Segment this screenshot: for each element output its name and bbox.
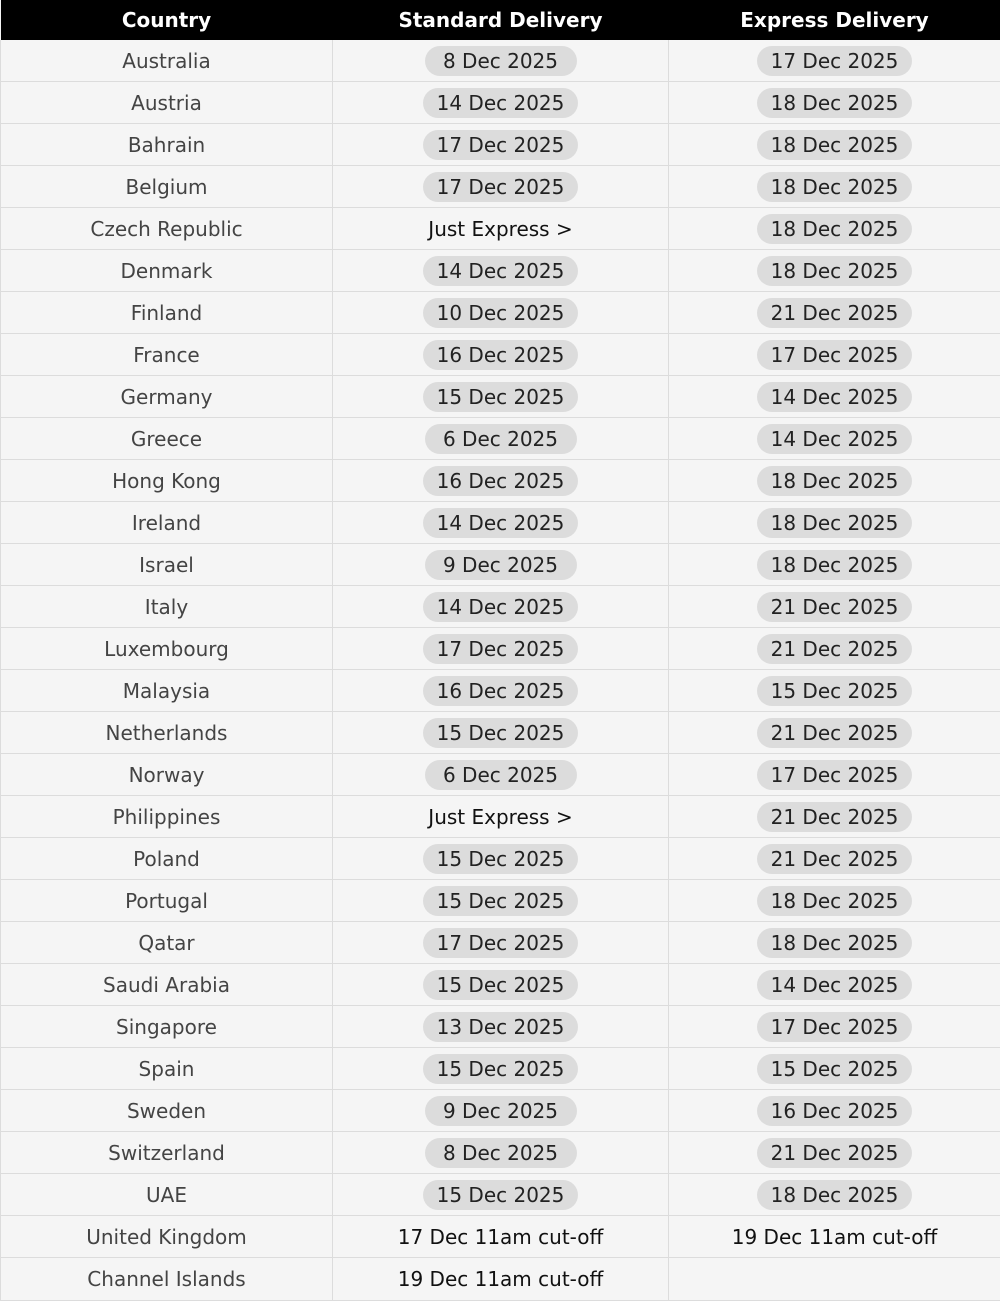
table-row bbox=[1, 1048, 1000, 1090]
express-delivery-cell bbox=[669, 1216, 1000, 1258]
express-delivery-cell bbox=[669, 82, 1000, 124]
express-delivery-cell bbox=[669, 754, 1000, 796]
country-name: Qatar bbox=[138, 931, 194, 955]
date-badge: 15 Dec 2025 bbox=[423, 382, 579, 412]
express-delivery-cell bbox=[669, 838, 1000, 880]
date-badge: 18 Dec 2025 bbox=[757, 172, 913, 202]
table-row bbox=[1, 544, 1000, 586]
standard-delivery-cell bbox=[333, 1174, 669, 1216]
country-name: Greece bbox=[131, 427, 202, 451]
date-badge: 14 Dec 2025 bbox=[757, 424, 913, 454]
country-cell bbox=[1, 1048, 333, 1090]
express-delivery-cell bbox=[669, 1090, 1000, 1132]
date-badge: 13 Dec 2025 bbox=[423, 1012, 579, 1042]
express-delivery-cell bbox=[669, 1132, 1000, 1174]
express-delivery-cell bbox=[669, 964, 1000, 1006]
table-header-row bbox=[1, 0, 1000, 40]
date-badge: 18 Dec 2025 bbox=[757, 466, 913, 496]
table-row bbox=[1, 82, 1000, 124]
country-cell bbox=[1, 1132, 333, 1174]
table-row bbox=[1, 334, 1000, 376]
country-name: Philippines bbox=[113, 805, 221, 829]
header-country: Country bbox=[1, 0, 333, 40]
country-name: Hong Kong bbox=[112, 469, 221, 493]
standard-delivery-cell bbox=[333, 502, 669, 544]
date-badge: 16 Dec 2025 bbox=[423, 340, 579, 370]
country-name: Israel bbox=[139, 553, 194, 577]
date-badge: 16 Dec 2025 bbox=[423, 466, 579, 496]
table-row bbox=[1, 40, 1000, 82]
country-name: Belgium bbox=[126, 175, 208, 199]
date-badge: 15 Dec 2025 bbox=[423, 970, 579, 1000]
country-cell bbox=[1, 40, 333, 82]
standard-delivery-cell bbox=[333, 880, 669, 922]
country-name: Netherlands bbox=[106, 721, 228, 745]
standard-delivery-cell bbox=[333, 334, 669, 376]
date-badge: 18 Dec 2025 bbox=[757, 1180, 913, 1210]
country-name: Channel Islands bbox=[87, 1267, 245, 1291]
standard-delivery-cell bbox=[333, 166, 669, 208]
country-cell bbox=[1, 712, 333, 754]
table-row bbox=[1, 376, 1000, 418]
country-name: Sweden bbox=[127, 1099, 206, 1123]
table-row bbox=[1, 964, 1000, 1006]
country-name: Germany bbox=[121, 385, 213, 409]
standard-delivery-cell bbox=[333, 628, 669, 670]
express-delivery-cell bbox=[669, 292, 1000, 334]
standard-delivery-cell bbox=[333, 124, 669, 166]
table-row bbox=[1, 1174, 1000, 1216]
express-delivery-cell bbox=[669, 166, 1000, 208]
date-badge: 8 Dec 2025 bbox=[425, 1138, 577, 1168]
table-row bbox=[1, 1216, 1000, 1258]
date-badge: 6 Dec 2025 bbox=[425, 424, 577, 454]
table-row bbox=[1, 1090, 1000, 1132]
express-delivery-cell bbox=[669, 1048, 1000, 1090]
table-row bbox=[1, 1006, 1000, 1048]
country-name: Switzerland bbox=[108, 1141, 225, 1165]
date-badge: 14 Dec 2025 bbox=[757, 382, 913, 412]
standard-delivery-cell bbox=[333, 292, 669, 334]
date-badge: 14 Dec 2025 bbox=[423, 256, 579, 286]
date-badge: 17 Dec 2025 bbox=[423, 928, 579, 958]
country-cell bbox=[1, 922, 333, 964]
country-cell bbox=[1, 208, 333, 250]
country-name: Ireland bbox=[132, 511, 201, 535]
standard-delivery-cell bbox=[333, 544, 669, 586]
standard-delivery-cell bbox=[333, 838, 669, 880]
express-delivery-cell bbox=[669, 1258, 1000, 1301]
date-badge: 21 Dec 2025 bbox=[757, 298, 913, 328]
country-cell bbox=[1, 670, 333, 712]
date-badge: 18 Dec 2025 bbox=[757, 928, 913, 958]
express-delivery-cell bbox=[669, 418, 1000, 460]
date-badge: 9 Dec 2025 bbox=[425, 1096, 577, 1126]
country-name: Luxembourg bbox=[104, 637, 229, 661]
country-cell bbox=[1, 1216, 333, 1258]
express-delivery-cell bbox=[669, 628, 1000, 670]
standard-delivery-cell bbox=[333, 670, 669, 712]
country-cell bbox=[1, 82, 333, 124]
express-delivery-cell bbox=[669, 502, 1000, 544]
country-name: Denmark bbox=[121, 259, 213, 283]
table-row bbox=[1, 838, 1000, 880]
standard-delivery-cell bbox=[333, 376, 669, 418]
country-name: Bahrain bbox=[128, 133, 205, 157]
express-delivery-cell bbox=[669, 460, 1000, 502]
express-delivery-cell bbox=[669, 712, 1000, 754]
date-badge: 9 Dec 2025 bbox=[425, 550, 577, 580]
country-cell bbox=[1, 754, 333, 796]
date-badge: 16 Dec 2025 bbox=[423, 676, 579, 706]
date-badge: 21 Dec 2025 bbox=[757, 718, 913, 748]
standard-delivery-cell bbox=[333, 1258, 669, 1301]
date-badge: 17 Dec 2025 bbox=[757, 46, 913, 76]
date-badge: 14 Dec 2025 bbox=[423, 88, 579, 118]
date-badge: 18 Dec 2025 bbox=[757, 88, 913, 118]
standard-delivery-cell bbox=[333, 754, 669, 796]
date-badge: 18 Dec 2025 bbox=[757, 550, 913, 580]
country-name: Italy bbox=[145, 595, 188, 619]
date-badge: 6 Dec 2025 bbox=[425, 760, 577, 790]
table-row bbox=[1, 922, 1000, 964]
just-express-link[interactable]: Just Express > bbox=[428, 217, 572, 241]
table-row bbox=[1, 712, 1000, 754]
date-badge: 18 Dec 2025 bbox=[757, 886, 913, 916]
header-express-delivery: Express Delivery bbox=[669, 0, 1000, 40]
country-name: Norway bbox=[129, 763, 205, 787]
standard-delivery-cell bbox=[333, 460, 669, 502]
table-row bbox=[1, 418, 1000, 460]
standard-delivery-cell bbox=[333, 82, 669, 124]
table-row bbox=[1, 208, 1000, 250]
country-name: Singapore bbox=[116, 1015, 217, 1039]
table-row bbox=[1, 586, 1000, 628]
country-name: Czech Republic bbox=[90, 217, 242, 241]
standard-delivery-cell bbox=[333, 712, 669, 754]
table-body bbox=[1, 40, 1000, 1301]
date-badge: 21 Dec 2025 bbox=[757, 802, 913, 832]
header-standard-delivery: Standard Delivery bbox=[333, 0, 669, 40]
express-delivery-cell bbox=[669, 250, 1000, 292]
date-badge: 17 Dec 2025 bbox=[757, 1012, 913, 1042]
express-delivery-cell bbox=[669, 376, 1000, 418]
country-name: Finland bbox=[131, 301, 202, 325]
country-cell bbox=[1, 502, 333, 544]
express-delivery-cell bbox=[669, 40, 1000, 82]
table-row bbox=[1, 292, 1000, 334]
country-cell bbox=[1, 586, 333, 628]
standard-delivery-cell bbox=[333, 418, 669, 460]
date-badge: 15 Dec 2025 bbox=[423, 844, 579, 874]
express-delivery-cell bbox=[669, 208, 1000, 250]
date-badge: 15 Dec 2025 bbox=[757, 676, 913, 706]
table-row bbox=[1, 796, 1000, 838]
table-row bbox=[1, 460, 1000, 502]
country-name: UAE bbox=[146, 1183, 187, 1207]
country-cell bbox=[1, 460, 333, 502]
date-badge: 21 Dec 2025 bbox=[757, 634, 913, 664]
date-badge: 18 Dec 2025 bbox=[757, 214, 913, 244]
standard-delivery-cell bbox=[333, 250, 669, 292]
date-badge: 21 Dec 2025 bbox=[757, 1138, 913, 1168]
country-name: Poland bbox=[133, 847, 200, 871]
date-badge: 18 Dec 2025 bbox=[757, 256, 913, 286]
country-name: Australia bbox=[122, 49, 210, 73]
standard-delivery-cell bbox=[333, 40, 669, 82]
country-cell bbox=[1, 880, 333, 922]
express-delivery-cell bbox=[669, 124, 1000, 166]
country-name: Portugal bbox=[125, 889, 208, 913]
country-cell bbox=[1, 838, 333, 880]
date-badge: 16 Dec 2025 bbox=[757, 1096, 913, 1126]
country-cell bbox=[1, 1258, 333, 1301]
standard-delivery-cell bbox=[333, 1132, 669, 1174]
country-name: Austria bbox=[131, 91, 202, 115]
express-delivery-cell bbox=[669, 796, 1000, 838]
table-row bbox=[1, 880, 1000, 922]
table-row bbox=[1, 502, 1000, 544]
date-badge: 8 Dec 2025 bbox=[425, 46, 577, 76]
standard-delivery-cell bbox=[333, 922, 669, 964]
standard-delivery-cell bbox=[333, 1048, 669, 1090]
table-row bbox=[1, 124, 1000, 166]
express-delivery-cell bbox=[669, 1006, 1000, 1048]
table-row bbox=[1, 754, 1000, 796]
cutoff-text: 19 Dec 11am cut-off bbox=[732, 1225, 938, 1249]
date-badge: 21 Dec 2025 bbox=[757, 592, 913, 622]
express-delivery-cell bbox=[669, 586, 1000, 628]
cutoff-text: 19 Dec 11am cut-off bbox=[398, 1267, 604, 1291]
standard-delivery-cell bbox=[333, 208, 669, 250]
date-badge: 21 Dec 2025 bbox=[757, 844, 913, 874]
standard-delivery-cell bbox=[333, 586, 669, 628]
table-row bbox=[1, 670, 1000, 712]
standard-delivery-cell bbox=[333, 964, 669, 1006]
country-cell bbox=[1, 1090, 333, 1132]
date-badge: 15 Dec 2025 bbox=[423, 1180, 579, 1210]
table-row bbox=[1, 166, 1000, 208]
country-name: Spain bbox=[139, 1057, 195, 1081]
date-badge: 17 Dec 2025 bbox=[423, 172, 579, 202]
date-badge: 15 Dec 2025 bbox=[757, 1054, 913, 1084]
date-badge: 15 Dec 2025 bbox=[423, 886, 579, 916]
country-cell bbox=[1, 292, 333, 334]
date-badge: 14 Dec 2025 bbox=[423, 592, 579, 622]
date-badge: 18 Dec 2025 bbox=[757, 130, 913, 160]
country-cell bbox=[1, 166, 333, 208]
country-name: France bbox=[133, 343, 200, 367]
express-delivery-cell bbox=[669, 544, 1000, 586]
country-cell bbox=[1, 124, 333, 166]
express-delivery-cell bbox=[669, 1174, 1000, 1216]
date-badge: 10 Dec 2025 bbox=[423, 298, 579, 328]
country-cell bbox=[1, 1006, 333, 1048]
standard-delivery-cell bbox=[333, 1090, 669, 1132]
country-cell bbox=[1, 796, 333, 838]
country-cell bbox=[1, 418, 333, 460]
country-name: United Kingdom bbox=[86, 1225, 247, 1249]
cutoff-text: 17 Dec 11am cut-off bbox=[398, 1225, 604, 1249]
express-delivery-cell bbox=[669, 670, 1000, 712]
table-row bbox=[1, 250, 1000, 292]
table-row bbox=[1, 1258, 1000, 1301]
standard-delivery-cell bbox=[333, 1216, 669, 1258]
country-cell bbox=[1, 964, 333, 1006]
country-name: Saudi Arabia bbox=[103, 973, 230, 997]
country-name: Malaysia bbox=[123, 679, 210, 703]
table-row bbox=[1, 1132, 1000, 1174]
express-delivery-cell bbox=[669, 334, 1000, 376]
date-badge: 15 Dec 2025 bbox=[423, 718, 579, 748]
express-delivery-cell bbox=[669, 922, 1000, 964]
date-badge: 15 Dec 2025 bbox=[423, 1054, 579, 1084]
date-badge: 17 Dec 2025 bbox=[423, 634, 579, 664]
date-badge: 17 Dec 2025 bbox=[757, 760, 913, 790]
country-cell bbox=[1, 250, 333, 292]
country-cell bbox=[1, 334, 333, 376]
table-row bbox=[1, 628, 1000, 670]
country-cell bbox=[1, 1174, 333, 1216]
date-badge: 18 Dec 2025 bbox=[757, 508, 913, 538]
country-cell bbox=[1, 544, 333, 586]
country-cell bbox=[1, 376, 333, 418]
country-cell bbox=[1, 628, 333, 670]
express-delivery-cell bbox=[669, 880, 1000, 922]
standard-delivery-cell bbox=[333, 796, 669, 838]
standard-delivery-cell bbox=[333, 1006, 669, 1048]
just-express-link[interactable]: Just Express > bbox=[428, 805, 572, 829]
date-badge: 17 Dec 2025 bbox=[423, 130, 579, 160]
date-badge: 14 Dec 2025 bbox=[423, 508, 579, 538]
date-badge: 14 Dec 2025 bbox=[757, 970, 913, 1000]
date-badge: 17 Dec 2025 bbox=[757, 340, 913, 370]
